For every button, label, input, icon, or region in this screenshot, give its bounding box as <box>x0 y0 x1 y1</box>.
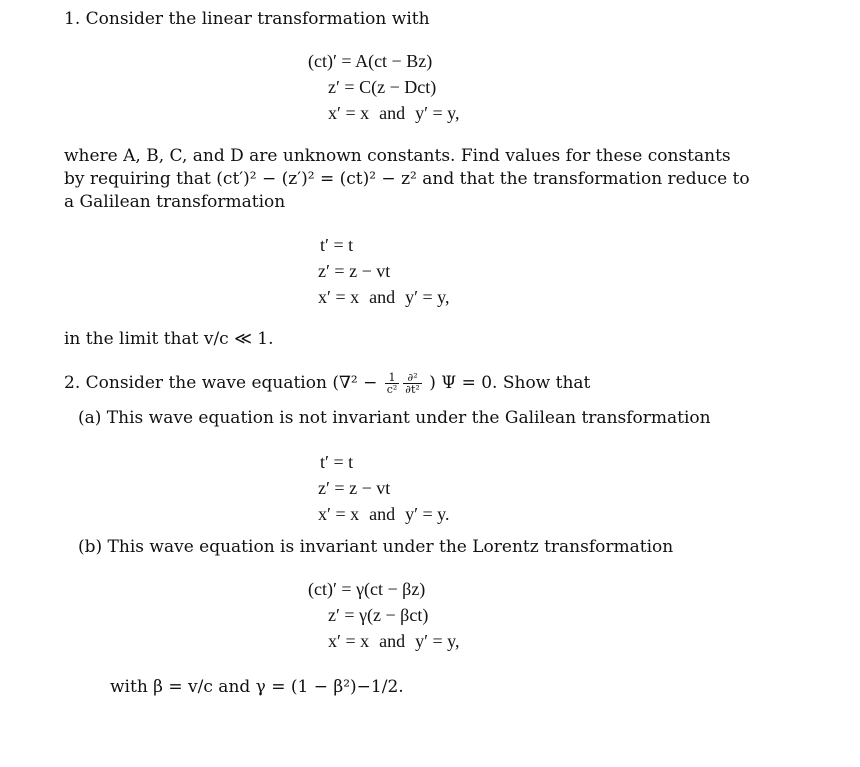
eq1-and: and <box>379 103 406 123</box>
eq4-line1: (ct)′ = γ(ct − βz) <box>308 579 426 599</box>
eq2-y: y′ = y, <box>405 287 450 307</box>
part-b: (b) This wave equation is invariant under the Lorentz transformation <box>78 537 674 557</box>
part-a: (a) This wave equation is not invariant under the Galilean transformation <box>78 408 711 428</box>
eq4-y: y′ = y, <box>415 631 460 651</box>
fraction-one-over-c2: $\frac{1}{\text{c²}}$ <box>386 371 398 396</box>
eq2-line2: z′ = z − vt <box>318 261 391 281</box>
equation-block-1 <box>308 48 460 126</box>
eq4-line2: z′ = γ(z − βct) <box>328 605 429 625</box>
eq2-and: and <box>369 287 396 307</box>
equation-block-4 <box>308 576 460 654</box>
eq1-line1: (ct)′ = A(ct − Bz) <box>308 51 433 71</box>
eq3-line2: z′ = z − vt <box>318 478 391 498</box>
eq2-line3 <box>318 284 450 310</box>
eq1-line3 <box>308 100 460 126</box>
problem1-intro: 1. Consider the linear transformation with <box>64 9 430 29</box>
equation-block-3 <box>318 449 450 527</box>
eq1-y: y′ = y, <box>415 103 460 123</box>
eq4-and: and <box>379 631 406 651</box>
eq1-x: x′ = x <box>328 103 370 123</box>
eq1-line2: z′ = C(z − Dct) <box>328 77 437 97</box>
eq3-and: and <box>369 504 396 524</box>
problem1-text: where A, B, C, and D are unknown constants. Find values for these constants by requiring that (ct′)² − (z′)² = (ct)² − z² and that the transformation reduce to a Galilean transformation <box>64 146 750 212</box>
eq3-y: y′ = y. <box>405 504 450 524</box>
eq4-line3 <box>308 628 460 654</box>
equation-block-2 <box>318 232 450 310</box>
problem2-intro <box>64 368 754 398</box>
eq4-x: x′ = x <box>328 631 370 651</box>
eq3-line1: t′ = t <box>320 452 354 472</box>
problem2-intro-text: 2. Consider the wave equation <box>64 373 327 393</box>
eq2-x: x′ = x <box>318 287 360 307</box>
problem1-limit: in the limit that v/c ≪ 1. <box>64 329 274 349</box>
part-b-definitions: with β = v/c and γ = (1 − β²)−1/2. <box>110 677 404 697</box>
eq3-line3 <box>318 501 450 527</box>
fraction-d2-dt2: $\frac{\text{∂²}}{\text{∂t²}}$ <box>405 371 420 396</box>
wave-operator-right: ) Ψ = 0. Show that <box>429 373 591 393</box>
eq3-x: x′ = x <box>318 504 360 524</box>
eq2-line1: t′ = t <box>320 235 354 255</box>
wave-operator-left: (∇² − <box>332 373 378 393</box>
